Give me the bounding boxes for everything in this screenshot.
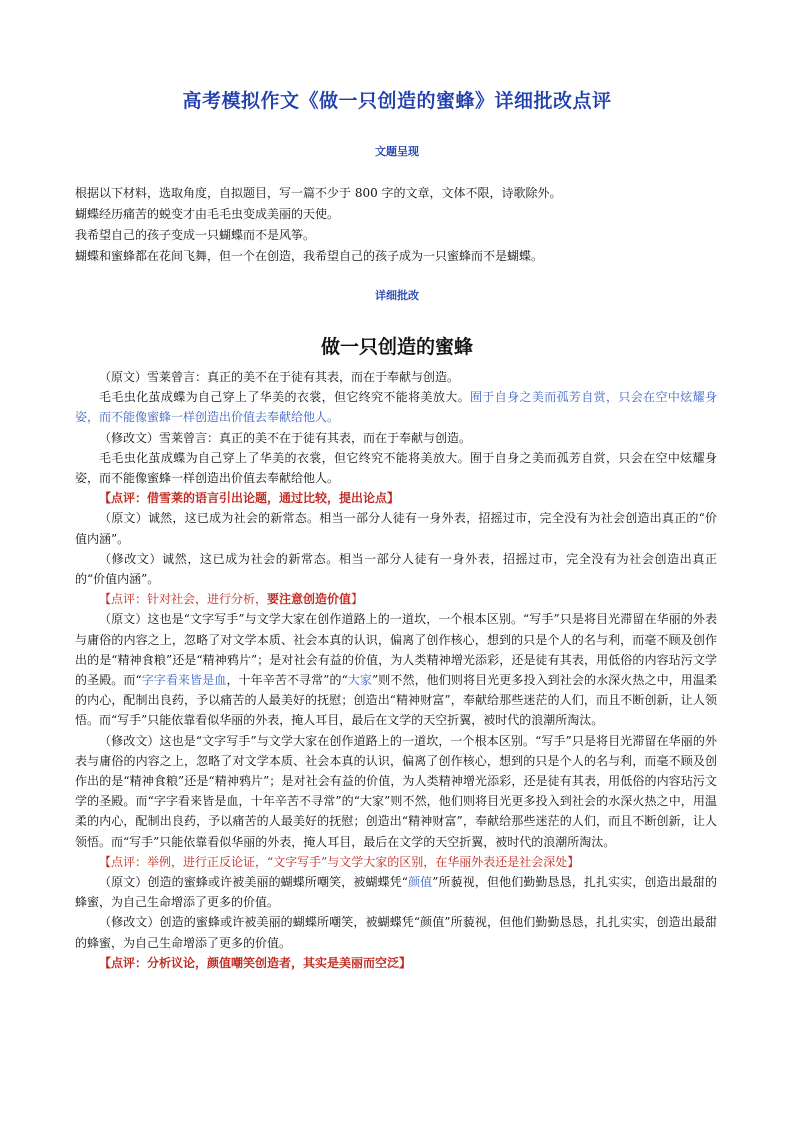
paragraph-text: ”则不然，他们则将目光更多投入到社会的水深火热之中，用温柔的内心，配制出良药，予以痛苦的人最美好的抚慰；创造出“精神财富”，奉献给那些迷茫的人们，而且不断创新，让人领悟。而“写手”只能依靠看似华丽的外表，掩人耳目，最后在文学的天空折翼，被时代的浪潮所淘汰。 (75, 673, 717, 728)
paragraph-revised: （修改文）创造的蜜蜂或许被美丽的蝴蝶所嘲笑，被蝴蝶凭“颜值”所藐视，但他们勤勤恳恳，扎扎实实，创造出最甜的蜂蜜，为自己生命增添了更多的价值。 (75, 915, 717, 950)
paragraph-original (75, 609, 717, 730)
essay-title: 做一只创造的蜜蜂 (320, 336, 473, 358)
prompt-line: 蝴蝶和蜜蜂都在花间飞舞，但一个在创造，我希望自己的孩子成为一只蜜蜂而不是蝴蝶。 (75, 249, 544, 263)
paragraph-original (75, 387, 717, 427)
highlight-text: 字字看来皆是血 (141, 673, 227, 688)
prompt-line: 我希望自己的孩子变成一只蝴蝶而不是风筝。 (75, 228, 316, 242)
review-comment (75, 953, 717, 973)
paragraph-text: ，十年辛苦不寻常”的“ (226, 673, 348, 688)
review-comment (75, 852, 717, 872)
prompt-line: 蝴蝶经历痛苦的蜕变才由毛毛虫变成美丽的天使。 (75, 207, 340, 221)
comment-text: 】 (351, 592, 364, 607)
comment-emphasis: “文字写手”与文学大家的区别，在华丽外表还是社会深处 (267, 854, 568, 869)
paragraph-original: （原文）雪莱曾言：真正的美不在于徒有其表，而在于奉献与创造。 (99, 370, 460, 384)
paragraph-revised: （修改文）雪莱曾言：真正的美不在于徒有其表，而在于奉献与创造。 (99, 430, 472, 445)
comment-emphasis: 要注意创造价值 (267, 592, 352, 607)
review-comment (75, 488, 717, 508)
comment-text: 【点评：借雪莱的语言引出论题，通过比较，提出论点】 (99, 491, 400, 506)
prompt-line: 根据以下材料，选取角度，自拟题目，写一篇不少于 800 字的文章，文体不限，诗歌除外。 (75, 186, 562, 200)
paragraph-text: （原文）创造的蜜蜂或许被美丽的蝴蝶所嘲笑，被蝴蝶凭“ (99, 875, 408, 890)
paragraph-text: （原文）这也是“文字写手”与文学大家在创作道路上的一道坎，一个根本区别。“写手”只是将目光滞留在华丽的外表与庸俗的内容之上，忽略了对文学本质、社会本真的认识，偏离了创作核心，想到的只是个人的名与利，而毫不顾及创作出的是“精神食粮”还是“精神鸦片”；是对社会有益的价值，为人类精神增光添彩，还是徒有其表，用低俗的内容玷污文学的圣殿。而“ (75, 612, 717, 688)
paragraph-text: 毛毛虫化茧成蝶为自己穿上了华美的衣裳，但它终究不能将美放大。 (99, 390, 471, 405)
comment-text: 【点评：举例，进行正反论证， (99, 854, 268, 869)
essay-body (75, 367, 717, 973)
paragraph-revised: （修改文）诚然，这已成为社会的新常态。相当一部分人徒有一身外表，招摇过市，完全没有为社会创造出真正的“价值内涵”。 (75, 551, 717, 587)
comment-text: 【点评：针对社会，进行分析， (99, 592, 268, 607)
section-heading-prompt: 文题呈现 (375, 145, 419, 158)
prompt-block (75, 183, 725, 267)
comment-text: 】 (567, 854, 580, 869)
paragraph-original: （原文）诚然，这已成为社会的新常态。相当一部分人徒有一身外表，招摇过市，完全没有为社会创造出真正的“价值内涵”。 (75, 511, 717, 546)
section-heading-review: 详细批改 (375, 289, 419, 302)
review-comment (75, 589, 717, 609)
highlight-text: 囿于自身之美而孤芳自赏，只会在空中炫耀身姿，而不能像蜜蜂一样创造出价值去奉献给他人。 (75, 390, 717, 425)
paragraph-text: ”所藐视，但他们勤勤恳恳，扎扎实实，创造出最甜的蜂蜜，为自己生命增添了更多的价值。 (75, 875, 717, 910)
paragraph-revised: 毛毛虫化茧成蝶为自己穿上了华美的衣裳，但它终究不能将美放大。囿于自身之美而孤芳自赏，只会在空中炫耀身姿，而不能像蜜蜂一样创造出价值去奉献给他人。 (75, 450, 717, 486)
highlight-text: 大家 (347, 673, 373, 688)
highlight-text: 颜值 (407, 875, 433, 890)
paragraph-original (75, 872, 717, 912)
paragraph-revised: （修改文）这也是“文字写手”与文学大家在创作道路上的一道坎，一个根本区别。“写手”只是将目光滞留在华丽的外表与庸俗的内容之上，忽略了对文学本质、社会本真的认识，偏离了创作核心，想到的只是个人的名与利，而毫不顾及创作出的是“精神食粮”还是“精神鸦片”；是对社会有益的价值，为人类精神增光添彩，还是徒有其表，用低俗的内容玷污文学的圣殿。而“字字看来皆是血，十年辛苦不寻常”的“大家”则不然，他们则将目光更多投入到社会的水深火热之中，用温柔的内心，配制出良药，予以痛苦的人最美好的抚慰；创造出“精神财富”，奉献给那些迷茫的人们，而且不断创新，让人领悟。而“写手”只能依靠看似华丽的外表，掩人耳目，最后在文学的天空折翼，被时代的浪潮所淘汰。 (75, 733, 717, 849)
document-title: 高考模拟作文《做一只创造的蜜蜂》详细批改点评 (182, 90, 612, 112)
comment-text: 【点评：分析议论，颜值嘲笑创造者，其实是美丽而空泛】 (99, 955, 412, 970)
